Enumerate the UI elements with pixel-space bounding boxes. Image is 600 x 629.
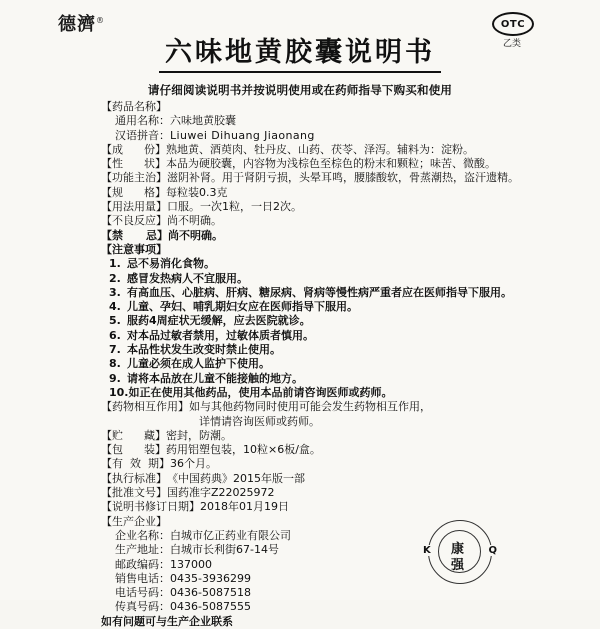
manufacturer-row: 生产地址： 白城市长利街67-14号 bbox=[115, 543, 279, 557]
specification-row: 【规 格】 每粒装0.3克 bbox=[101, 185, 228, 199]
package-row: 【包 装】 药用铝塑包装，10粒×6板/盒。 bbox=[101, 443, 321, 457]
precaution-item: 3. 有高血压、心脏病、肝病、糖尿病、肾病等慢性病严重者应在医师指导下服用。 bbox=[109, 285, 512, 299]
precautions-heading: 【注意事项】 bbox=[101, 242, 167, 256]
drug-name-heading: 【药品名称】 bbox=[101, 100, 167, 113]
seal-char-top: 康 bbox=[451, 542, 465, 557]
manufacturer-row: 邮政编码： 137000 bbox=[115, 557, 212, 571]
manufacturer-row: 销售电话： 0435-3936299 bbox=[115, 571, 251, 585]
indications-row: 【功能主治】 滋阴补肾。用于肾阴亏损，头晕耳鸣，腰膝酸软，骨蒸潮热，盗汗遗精。 bbox=[101, 171, 519, 185]
common-name-row: 通用名称： 六味地黄胶囊 bbox=[115, 114, 236, 128]
otc-badge: OTC bbox=[492, 12, 534, 36]
approval-row: 【批准文号】 国药准字Z22025972 bbox=[101, 486, 275, 500]
interactions-row: 【药物相互作用】 如与其他药物同时使用可能会发生药物相互作用， bbox=[101, 400, 431, 414]
seal-char-bottom: 强 bbox=[451, 558, 465, 573]
properties-row: 【性 状】 本品为硬胶囊，内容物为浅棕色至棕色的粉末和颗粒；味苦、微酸。 bbox=[101, 157, 496, 171]
precaution-item: 7. 本品性状发生改变时禁止使用。 bbox=[109, 343, 281, 357]
precautions-list bbox=[101, 257, 557, 400]
usage-instruction: 请仔细阅读说明书并按说明使用或在药师指导下购买和使用 bbox=[147, 83, 453, 97]
precaution-item: 8. 儿童必须在成人监护下使用。 bbox=[109, 357, 270, 371]
manufacturer-heading: 【生产企业】 bbox=[101, 514, 167, 528]
contraindications-row: 【禁 忌】 尚不明确。 bbox=[101, 228, 223, 242]
precaution-item: 2. 感冒发热病人不宜服用。 bbox=[109, 271, 248, 285]
standard-row: 【执行标准】 《中国药典》2015年版一部 bbox=[101, 471, 305, 485]
manufacturer-row: 电话号码： 0436-5087518 bbox=[115, 586, 251, 600]
storage-row: 【贮 藏】 密封，防潮。 bbox=[101, 428, 232, 442]
otc-class-label: 乙类 bbox=[503, 39, 522, 49]
footer-note: 如有问题可与生产企业联系 bbox=[101, 614, 233, 628]
manufacturer-row: 传真号码： 0436-5087555 bbox=[115, 600, 251, 614]
dosage-row: 【用法用量】 口服。一次1粒，一日2次。 bbox=[101, 200, 302, 214]
seal-letter-q: Q bbox=[488, 545, 497, 556]
manufacturer-row: 企业名称： 白城市亿正药业有限公司 bbox=[115, 528, 291, 542]
company-seal bbox=[423, 520, 497, 584]
document-title: 六味地黄胶囊说明书 bbox=[0, 30, 600, 73]
adverse-reactions-row: 【不良反应】 尚不明确。 bbox=[101, 214, 222, 228]
precaution-item: 5. 服药4周症状无缓解，应去医院就诊。 bbox=[109, 314, 311, 328]
revision-date-row: 【说明书修订日期】 2018年01月19日 bbox=[101, 500, 289, 514]
validity-row: 【有 效 期】 36个月。 bbox=[101, 457, 217, 471]
precaution-item: 10. 如正在使用其他药品，使用本品前请咨询医师或药师。 bbox=[109, 385, 393, 399]
precaution-item: 1. 忌不易消化食物。 bbox=[109, 257, 215, 271]
interactions-continued: 详情请咨询医师或药师。 bbox=[199, 414, 320, 428]
precaution-item: 4. 儿童、孕妇、哺乳期妇女应在医师指导下服用。 bbox=[109, 300, 358, 314]
ingredients-row: 【成 份】 熟地黄、酒萸肉、牡丹皮、山药、茯苓、泽泻。辅料为：淀粉。 bbox=[101, 142, 474, 156]
precaution-item: 6. 对本品过敏者禁用，过敏体质者慎用。 bbox=[109, 328, 314, 342]
precaution-item: 9. 请将本品放在儿童不能接触的地方。 bbox=[109, 371, 303, 385]
pinyin-row: 汉语拼音： Liuwei Dihuang Jiaonang bbox=[115, 128, 315, 142]
brand-logo: 德濟® bbox=[58, 14, 105, 35]
seal-letter-k: K bbox=[423, 545, 431, 556]
